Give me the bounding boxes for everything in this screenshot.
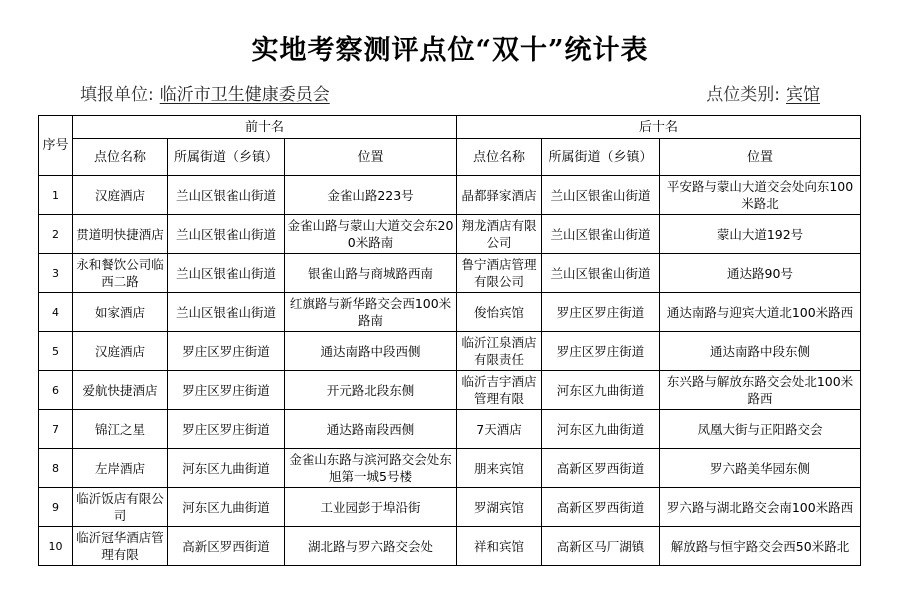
front-street-cell: 兰山区银雀山街道 [168,293,285,332]
back-name-cell: 翔龙酒店有限公司 [457,215,542,254]
front-street-cell: 高新区罗西街道 [168,527,285,566]
seq-cell: 8 [39,449,73,488]
front-name-cell: 临沂冠华酒店管理有限 [73,527,168,566]
front-name-cell: 锦江之星 [73,410,168,449]
front-name-cell: 爱航快捷酒店 [73,371,168,410]
back-street-cell: 兰山区银雀山街道 [542,215,660,254]
front-street-cell: 罗庄区罗庄街道 [168,371,285,410]
table-row [39,332,861,371]
back-name-cell: 罗湖宾馆 [457,488,542,527]
back-street-cell: 高新区罗西街道 [542,488,660,527]
back-street-cell: 河东区九曲街道 [542,371,660,410]
table-row [39,410,861,449]
front-location-cell: 银雀山路与商城路西南 [285,254,457,293]
front-street-header: 所属街道（乡镇） [168,139,285,176]
back-name-cell: 俊怡宾馆 [457,293,542,332]
point-category [706,80,820,105]
front-location-cell: 开元路北段东侧 [285,371,457,410]
back-location-cell: 罗六路与湖北路交会南100米路西 [660,488,861,527]
table-row [39,449,861,488]
seq-cell: 6 [39,371,73,410]
front-name-cell: 贯道明快捷酒店 [73,215,168,254]
seq-cell: 9 [39,488,73,527]
back-name-header: 点位名称 [457,139,542,176]
table-row [39,176,861,215]
point-category-label: 点位类别: [706,85,780,105]
back-location-cell: 通达路90号 [660,254,861,293]
front-location-cell: 红旗路与新华路交会西100米路南 [285,293,457,332]
back-location-cell: 通达南路与迎宾大道北100米路西 [660,293,861,332]
back-location-cell: 罗六路美华园东侧 [660,449,861,488]
back-street-header: 所属街道（乡镇） [542,139,660,176]
back-name-cell: 晶都驿家酒店 [457,176,542,215]
seq-cell: 1 [39,176,73,215]
back-ten-header: 后十名 [457,116,861,139]
point-category-value: 宾馆 [786,85,820,105]
statistics-table [38,115,861,566]
front-location-cell: 金雀山东路与滨河路交会处东旭第一城5号楼 [285,449,457,488]
front-location-cell: 通达路南段西侧 [285,410,457,449]
front-name-header: 点位名称 [73,139,168,176]
seq-cell: 7 [39,410,73,449]
back-location-cell: 蒙山大道192号 [660,215,861,254]
table-row [39,488,861,527]
front-name-cell: 汉庭酒店 [73,176,168,215]
seq-cell: 10 [39,527,73,566]
page-title: 实地考察测评点位“双十”统计表 [251,35,649,66]
front-location-cell: 工业园彭于埠沿街 [285,488,457,527]
front-street-cell: 河东区九曲街道 [168,449,285,488]
seq-cell: 4 [39,293,73,332]
front-ten-header: 前十名 [73,116,457,139]
seq-header: 序号 [39,116,73,176]
seq-cell: 3 [39,254,73,293]
front-street-cell: 兰山区银雀山街道 [168,254,285,293]
front-street-cell: 罗庄区罗庄街道 [168,332,285,371]
table-row [39,371,861,410]
back-location-cell: 解放路与恒宇路交会西50米路北 [660,527,861,566]
table-row [39,254,861,293]
front-name-cell: 临沂饭店有限公司 [73,488,168,527]
front-location-cell: 通达南路中段西侧 [285,332,457,371]
back-name-cell: 7天酒店 [457,410,542,449]
back-name-cell: 临沂江泉酒店有限责任 [457,332,542,371]
back-street-cell: 兰山区银雀山街道 [542,176,660,215]
front-street-cell: 兰山区银雀山街道 [168,215,285,254]
back-location-cell: 通达南路中段东侧 [660,332,861,371]
reporting-unit-value: 临沂市卫生健康委员会 [159,85,330,105]
back-street-cell: 河东区九曲街道 [542,410,660,449]
back-name-cell: 祥和宾馆 [457,527,542,566]
front-street-cell: 河东区九曲街道 [168,488,285,527]
front-name-cell: 如家酒店 [73,293,168,332]
table-row [39,527,861,566]
back-street-cell: 罗庄区罗庄街道 [542,332,660,371]
front-name-cell: 左岸酒店 [73,449,168,488]
table-row [39,215,861,254]
back-name-cell: 朋来宾馆 [457,449,542,488]
seq-cell: 5 [39,332,73,371]
front-name-cell: 汉庭酒店 [73,332,168,371]
back-name-cell: 临沂吉宇酒店管理有限 [457,371,542,410]
back-name-cell: 鲁宁酒店管理有限公司 [457,254,542,293]
back-location-cell: 凤凰大街与正阳路交会 [660,410,861,449]
table-row [39,293,861,332]
back-street-cell: 高新区马厂湖镇 [542,527,660,566]
front-street-cell: 罗庄区罗庄街道 [168,410,285,449]
front-street-cell: 兰山区银雀山街道 [168,176,285,215]
front-name-cell: 永和餐饮公司临西二路 [73,254,168,293]
front-location-cell: 湖北路与罗六路交会处 [285,527,457,566]
seq-cell: 2 [39,215,73,254]
back-street-cell: 兰山区银雀山街道 [542,254,660,293]
front-location-cell: 金雀山路223号 [285,176,457,215]
back-street-cell: 高新区罗西街道 [542,449,660,488]
back-street-cell: 罗庄区罗庄街道 [542,293,660,332]
reporting-unit [80,80,330,105]
back-location-header: 位置 [660,139,861,176]
front-location-cell: 金雀山路与蒙山大道交会东200米路南 [285,215,457,254]
back-location-cell: 东兴路与解放东路交会处北100米路西 [660,371,861,410]
front-location-header: 位置 [285,139,457,176]
back-location-cell: 平安路与蒙山大道交会处向东100米路北 [660,176,861,215]
reporting-unit-label: 填报单位: [80,85,154,105]
